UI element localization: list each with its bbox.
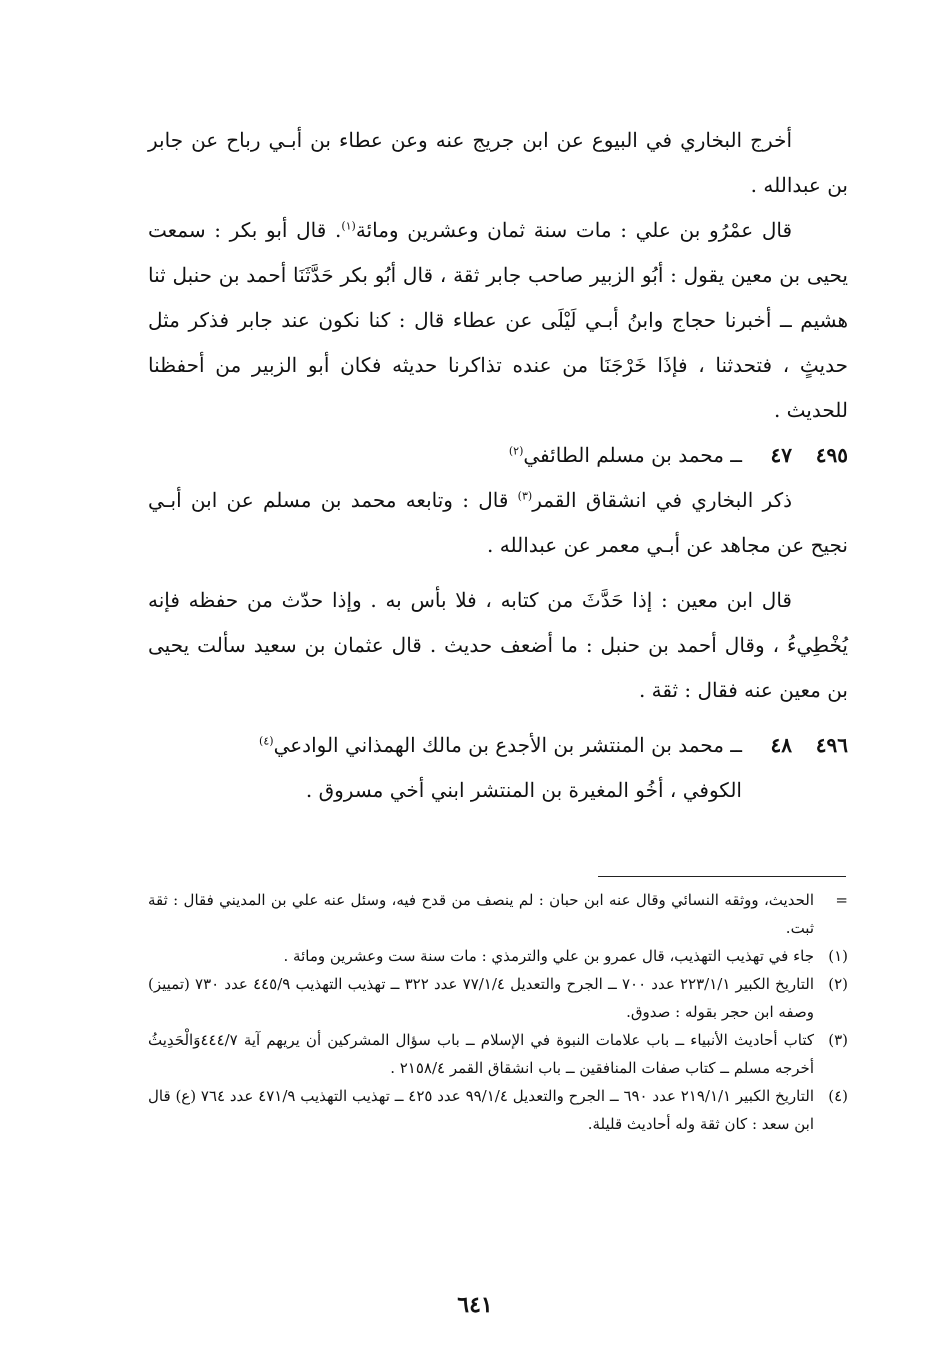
footnote-mark: = bbox=[835, 891, 848, 909]
entry-title: ــ محمد بن مسلم الطائفي$^{(٢)}$ bbox=[508, 443, 742, 467]
footnote-ref-2: (٢) bbox=[508, 444, 524, 458]
footnote-1 bbox=[148, 942, 848, 970]
footnote-4 bbox=[148, 1082, 848, 1138]
footnote-text: كتاب أحاديث الأنبياء ــ باب علامات النبوة في الإسلام ــ باب سؤال المشركين أن يريهم آية ٤٤٤/٧وَالْحَدِيثُ أخرجه مسلم ــ كتاب صفات المنافقين ــ باب انشقاق القمر ٢١٥٨/٤ . bbox=[148, 1031, 814, 1077]
footnote-continued bbox=[148, 886, 848, 942]
footnote-mark: (٢) bbox=[828, 975, 848, 993]
entry-title-continued: الكوفي ، أخُو المغيرة بن المنتشر ابني أخي مسروق . bbox=[305, 778, 742, 802]
paragraph-ibn-maeen: قال ابن معين : إذا حَدَّثَ من كتابه ، فلا بأس به . وإذا حدّث من حفظه فإنه يُخْطِيءُ ، وقال أحمد بن حنبل : ما أضعف حديث . قال عثمان بن سعيد سألت يحيى بن معين عنه فقال : ثقة . bbox=[148, 588, 848, 702]
main-text bbox=[148, 118, 848, 813]
footnote-3 bbox=[148, 1026, 848, 1082]
paragraph-text: قال عمْرُو بن علي : مات سنة ثمان وعشرين ومائة bbox=[355, 218, 793, 242]
entry-sequence: ٤٨ bbox=[770, 733, 792, 757]
footnote-text: جاء في تهذيب التهذيب، قال عمرو بن علي والترمذي : مات سنة ست وعشرين ومائة . bbox=[283, 947, 814, 965]
footnote-ref-4: (٤) bbox=[259, 734, 274, 748]
page-number: ٦٤١ bbox=[457, 1292, 493, 1318]
entry-heading-495 bbox=[148, 433, 848, 478]
footnote-text: التاريخ الكبير ٢٢٣/١/١ عدد ٧٠٠ ــ الجرح والتعديل ٧٧/١/٤ عدد ٣٢٢ ــ تهذيب التهذيب ٤٤٥/٩ عدد ٧٣٠ (تمييز) وصفه ابن حجر بقوله : صدوق. bbox=[148, 975, 814, 1021]
footnote-mark: (٤) bbox=[828, 1087, 848, 1105]
paragraph-bukhari-buyu: أخرج البخاري في البيوع عن ابن جريج عنه وعن عطاء بن أبـي رباح عن جابر بن عبدالله . bbox=[148, 128, 848, 197]
paragraph-amr-ibn-ali bbox=[148, 208, 848, 433]
footnote-ref-1: (١) bbox=[341, 219, 356, 233]
paragraph-text: ذكر البخاري في انشقاق القمر bbox=[532, 488, 792, 512]
entry-heading-496 bbox=[148, 723, 848, 768]
footnote-separator bbox=[598, 876, 846, 877]
footnotes bbox=[148, 886, 848, 1138]
paragraph-inshiqaq-qamar bbox=[148, 478, 848, 568]
entry-number: ٤٩٦ bbox=[815, 733, 848, 757]
paragraph-text-continued: . قال أبو بكر : سمعت يحيى بن معين يقول : أبُو الزبير صاحب جابر ثقة ، قال أبُو بكر حَدَّثَنَا أحمد بن حنبل ثنا هشيم ــ أخبرنا حجاج وابنُ أبـي لَيْلَى عن عطاء قال : كنا نكون عند جابر فذكر مثل حديثٍ ، فتحدثنا ، فإذَا خَرْجَنَا من عنده تذاكرنا حديثه فكان أبو الزبير من أحفظنا للحديث . bbox=[148, 218, 848, 422]
footnote-ref-3: (٣) bbox=[517, 489, 533, 503]
paragraph-text-continued: قال : وتابعه محمد بن مسلم عن ابن أبـي نجيح عن مجاهد عن أبـي معمر عن عبدالله . bbox=[148, 488, 848, 557]
entry-number: ٤٩٥ bbox=[815, 443, 848, 467]
footnote-mark: (١) bbox=[828, 947, 848, 965]
footnote-mark: (٣) bbox=[828, 1031, 848, 1049]
entry-sequence: ٤٧ bbox=[770, 443, 792, 467]
footnote-text: الحديث، ووثقه النسائي وقال عنه ابن حبان : لم ينصف من قدح فيه، وسئل عنه علي بن المديني فقال : ثقة ثبت. bbox=[148, 891, 814, 937]
entry-title: ــ محمد بن المنتشر بن الأجدع بن مالك الهمذاني الوادعي$^{(٤)}$ bbox=[259, 733, 742, 757]
footnote-2 bbox=[148, 970, 848, 1026]
footnote-text: التاريخ الكبير ٢١٩/١/١ عدد ٦٩٠ ــ الجرح والتعديل ٩٩/١/٤ عدد ٤٢٥ ــ تهذيب التهذيب ٤٧١/٩ عدد ٧٦٤ (ع) قال ابن سعد : كان ثقة وله أحاديث قليلة. bbox=[148, 1087, 814, 1133]
